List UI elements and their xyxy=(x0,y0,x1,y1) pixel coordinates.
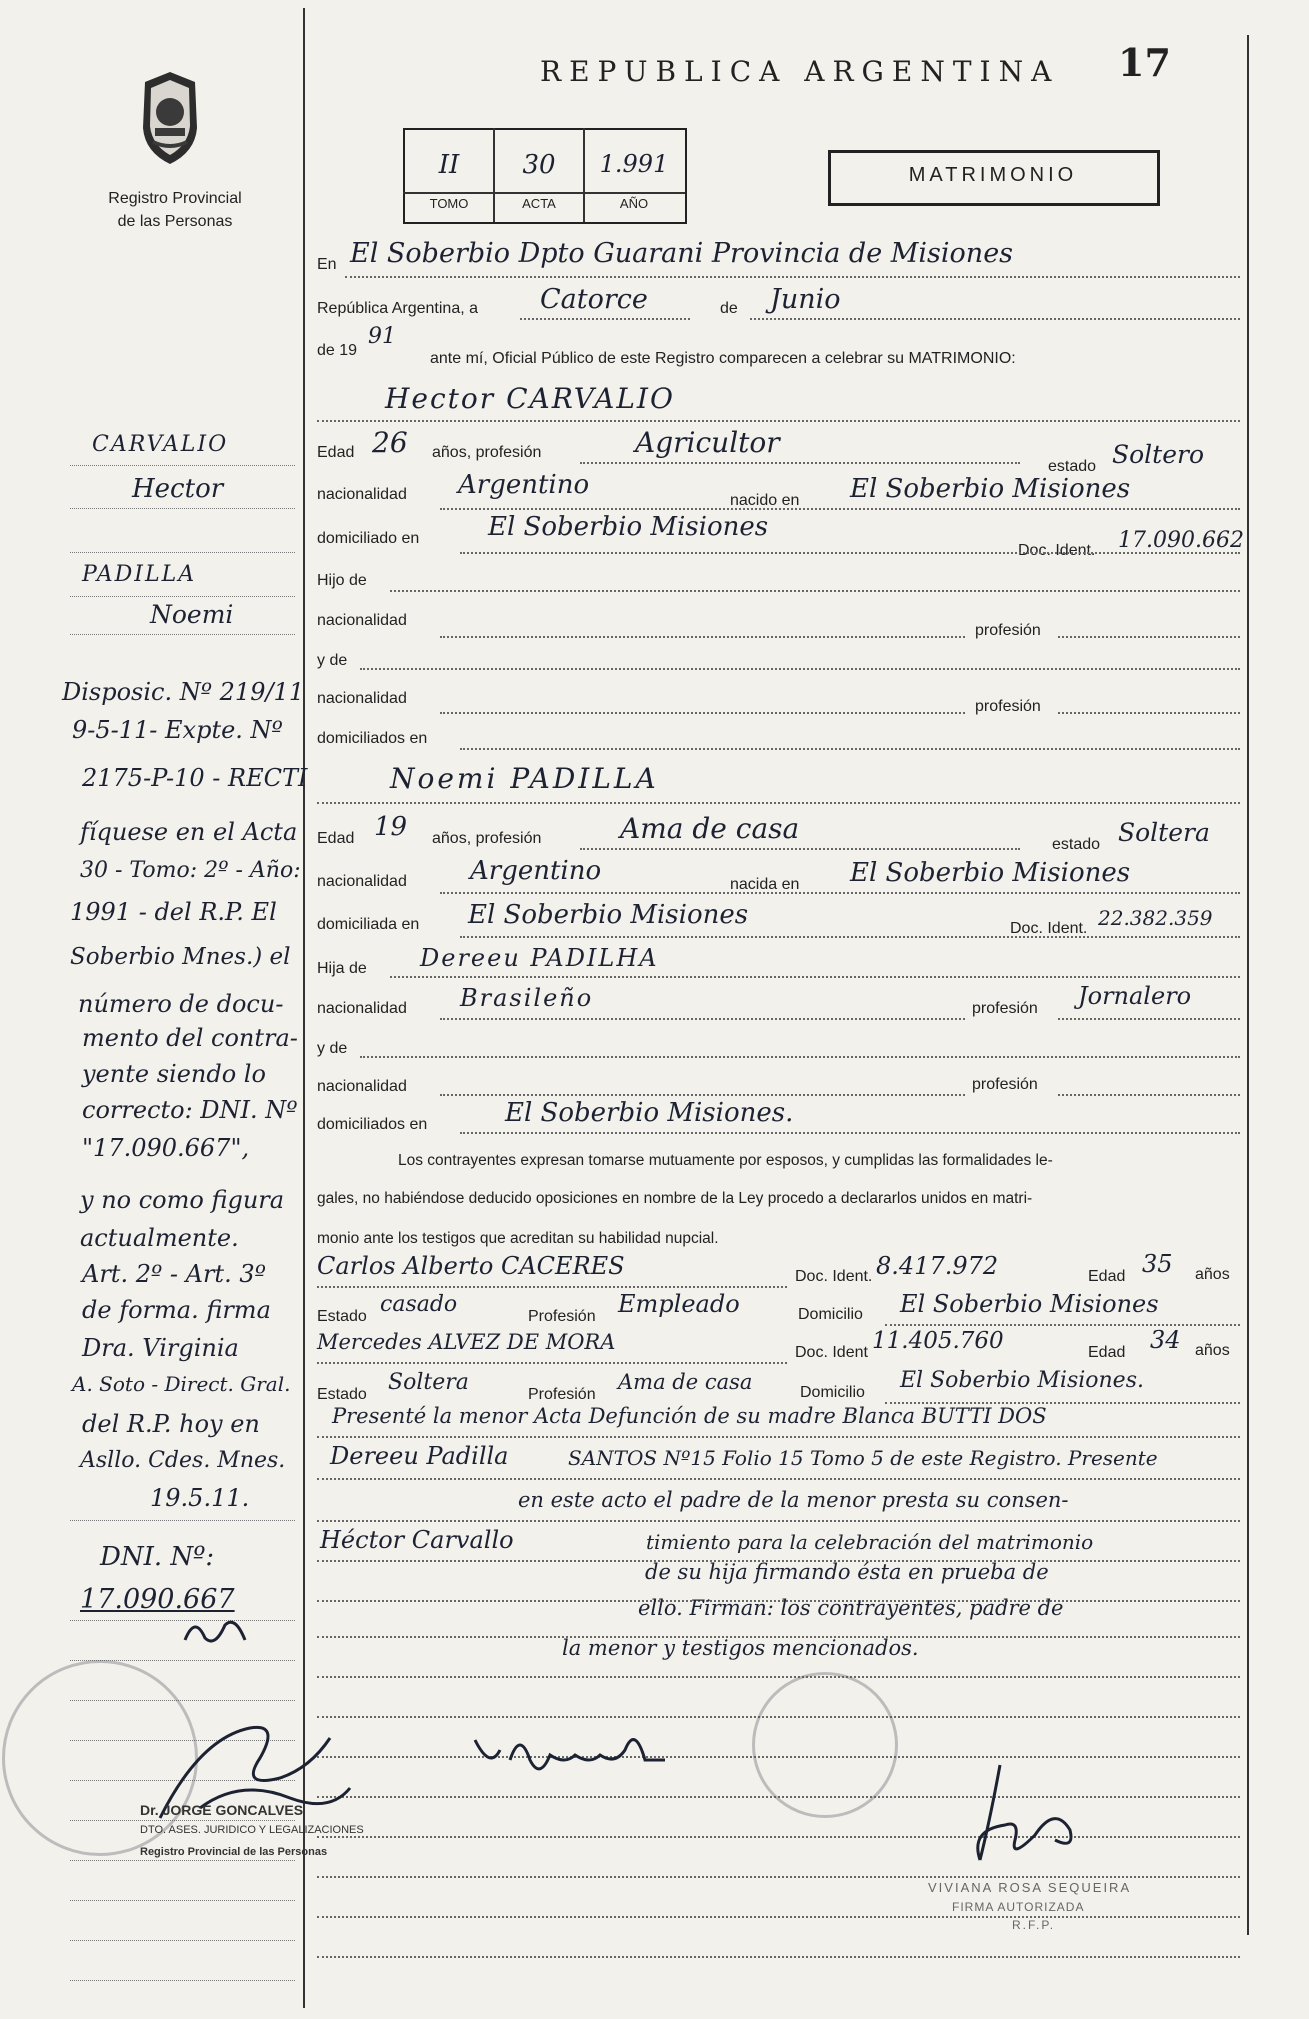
bride-estado: Soltera xyxy=(1118,818,1210,847)
note-signature-1: Dereeu Padilla xyxy=(330,1442,509,1470)
margin-annotation-12: "17.090.667", xyxy=(82,1134,250,1162)
bride-father-profession: Jornalero xyxy=(1078,982,1192,1010)
groom-age: 26 xyxy=(372,426,408,459)
margin-annotation-10: yente siendo lo xyxy=(82,1060,266,1088)
officer-stamp-line1: VIVIANA ROSA SEQUEIRA xyxy=(928,1880,1132,1895)
margin-annotation-1: Disposic. Nº 219/11 xyxy=(62,678,305,706)
margin-bride-surname: PADILLA xyxy=(82,562,197,587)
margin-annotation-15: Art. 2º - Art. 3º xyxy=(82,1260,266,1288)
note-signature-2: Héctor Carvallo xyxy=(320,1526,514,1554)
ceremony-day: Catorce xyxy=(540,284,648,315)
director-stamp-line2: DTO. ASES. JURIDICO Y LEGALIZACIONES xyxy=(140,1824,364,1836)
note-line-2: SANTOS Nº15 Folio 15 Tomo 5 de este Registro. Presente xyxy=(568,1446,1158,1470)
bride-age: 19 xyxy=(374,812,408,842)
margin-annotation-17: Dra. Virginia xyxy=(82,1334,239,1362)
note-line-1: Presenté la menor Acta Defunción de su madre Blanca BUTTI DOS xyxy=(332,1404,1047,1428)
note-line-3: en este acto el padre de la menor presta su consen- xyxy=(518,1488,1069,1512)
witness1-domicilio-label: Domicilio xyxy=(798,1306,863,1323)
acta-label: ACTA xyxy=(522,196,556,211)
note-line-6: ello. Firman: los contrayentes, padre de xyxy=(638,1596,1064,1620)
ano-label: AÑO xyxy=(619,196,649,211)
note-line-7: la menor y testigos mencionados. xyxy=(562,1636,919,1660)
groom-estado-label: estado xyxy=(1048,458,1097,475)
declaration-line3: monio ante los testigos que acreditan su habilidad nupcial. xyxy=(317,1230,719,1247)
witness1-profesion-label: Profesión xyxy=(528,1308,596,1325)
ano-value: 1.991 xyxy=(599,150,669,178)
witness2-domicilio-label: Domicilio xyxy=(800,1384,865,1401)
registry-round-stamp xyxy=(752,1672,898,1818)
groom-birthplace: El Soberbio Misiones xyxy=(850,474,1131,504)
margin-annotation-5: 30 - Tomo: 2º - Año: xyxy=(80,858,301,883)
bride-domicilio-label: domiciliada en xyxy=(317,916,420,933)
bride-hija-label: Hija de xyxy=(317,960,367,977)
country-title: REPUBLICA ARGENTINA xyxy=(540,55,1060,88)
ceremony-month: Junio xyxy=(770,284,841,315)
groom-estado: Soltero xyxy=(1112,440,1205,469)
witness2-estado-label: Estado xyxy=(317,1386,367,1403)
bride-nationality: Argentino xyxy=(470,856,602,886)
margin-annotation-19: del R.P. hoy en xyxy=(82,1410,260,1438)
witness2-edad-label: Edad xyxy=(1088,1344,1126,1361)
groom-nac1-label: nacionalidad xyxy=(317,612,407,629)
declaration-line2: gales, no habiéndose deducido oposiciones en nombre de la Ley procedo a declararlos unidos en matri- xyxy=(317,1190,1033,1207)
witness1-edad-label: Edad xyxy=(1088,1268,1126,1285)
margin-short-signature xyxy=(180,1610,250,1650)
groom-profesion-label: años, profesión xyxy=(432,444,542,461)
officer-signature xyxy=(470,1720,670,1780)
year-prefix: de 19 xyxy=(317,342,358,359)
groom-prof2-label: profesión xyxy=(975,698,1041,715)
groom-prof1-label: profesión xyxy=(975,622,1041,639)
margin-dni-value: 17.090.667 xyxy=(80,1584,235,1615)
groom-domicilio-label: domiciliado en xyxy=(317,530,420,547)
acta-value: 30 xyxy=(522,150,556,180)
bride-prof2-label: profesión xyxy=(972,1076,1038,1093)
provincial-seal-icon xyxy=(135,68,205,168)
margin-groom-given: Hector xyxy=(132,474,224,504)
margin-annotation-6: 1991 - del R.P. El xyxy=(70,898,277,926)
groom-yde-label: y de xyxy=(317,652,348,669)
note-line-4: timiento para la celebración del matrimonio xyxy=(646,1530,1094,1554)
de-label: de xyxy=(720,300,738,317)
groom-doc: 17.090.662 xyxy=(1118,528,1244,553)
act-type: MATRIMONIO xyxy=(908,164,1078,186)
bride-yde-label: y de xyxy=(317,1040,348,1057)
groom-name: Hector CARVALIO xyxy=(385,382,675,415)
bride-father-name: Dereeu PADILHA xyxy=(420,944,659,972)
bride-prof1-label: profesión xyxy=(972,1000,1038,1017)
bride-parents-domicile: El Soberbio Misiones. xyxy=(505,1098,794,1128)
margin-annotation-7: Soberbio Mnes.) el xyxy=(70,944,291,970)
witness1-estado: casado xyxy=(380,1292,458,1317)
groom-profession: Agricultor xyxy=(635,426,780,459)
witness2-age: 34 xyxy=(1150,1326,1181,1354)
groom-nacionalidad-label: nacionalidad xyxy=(317,486,407,503)
margin-annotation-11: correcto: DNI. Nº xyxy=(82,1096,298,1124)
en-label: En xyxy=(317,256,337,273)
bride-nacionalidad-label: nacionalidad xyxy=(317,873,407,890)
officer-stamp-line2: FIRMA AUTORIZADA xyxy=(952,1900,1085,1914)
witness2-profesion-label: Profesión xyxy=(528,1386,596,1403)
groom-domiciliados-label: domiciliados en xyxy=(317,730,428,747)
ceremony-place: El Soberbio Dpto Guarani Provincia de Misiones xyxy=(350,238,1014,269)
witness1-doc-label: Doc. Ident. xyxy=(795,1268,873,1285)
witness1-age: 35 xyxy=(1142,1250,1173,1278)
bride-domicile: El Soberbio Misiones xyxy=(468,900,749,930)
declaration-line1: Los contrayentes expresan tomarse mutuamente por esposos, y cumplidas las formalidades le- xyxy=(398,1152,1053,1169)
tomo-label: TOMO xyxy=(429,196,469,211)
margin-dni-label: DNI. Nº: xyxy=(100,1542,215,1572)
ceremony-statement: ante mí, Oficial Público de este Registro comparecen a celebrar su MATRIMONIO: xyxy=(430,350,1016,367)
margin-bride-given: Noemi xyxy=(150,600,234,629)
page-number: 17 xyxy=(1118,40,1171,85)
groom-hijo-label: Hijo de xyxy=(317,572,367,589)
witness1-domicile: El Soberbio Misiones xyxy=(900,1290,1159,1318)
margin-groom-surname: CARVALIO xyxy=(92,432,229,457)
bride-nac2-label: nacionalidad xyxy=(317,1078,407,1095)
margin-annotation-8: número de docu- xyxy=(78,990,284,1018)
ceremony-year: 91 xyxy=(368,324,396,349)
witness1-profession: Empleado xyxy=(618,1290,740,1318)
witness2-anos-label: años xyxy=(1195,1342,1230,1359)
tomo-value: II xyxy=(438,150,460,180)
bride-doc-label: Doc. Ident. xyxy=(1010,920,1088,937)
bride-nacida-label: nacida en xyxy=(730,876,800,893)
margin-annotation-14: actualmente. xyxy=(80,1224,239,1252)
bride-profession: Ama de casa xyxy=(620,812,800,845)
groom-nationality: Argentino xyxy=(458,470,590,500)
margin-annotation-3: 2175-P-10 - RECTI xyxy=(82,764,308,792)
note-line-5: de su hija firmando ésta en prueba de xyxy=(645,1560,1049,1584)
witness1-anos-label: años xyxy=(1195,1266,1230,1283)
margin-annotation-20: Asllo. Cdes. Mnes. xyxy=(80,1448,286,1473)
witness2-domicile: El Soberbio Misiones. xyxy=(900,1368,1144,1393)
authorized-signature xyxy=(960,1760,1100,1870)
bride-name: Noemi PADILLA xyxy=(390,762,659,795)
margin-annotation-2: 9-5-11- Expte. Nº xyxy=(72,716,283,744)
margin-annotation-13: y no como figura xyxy=(80,1186,285,1214)
director-stamp-line1: Dr. JORGE GONCALVES xyxy=(140,1802,304,1818)
witness1-estado-label: Estado xyxy=(317,1308,367,1325)
witness2-estado: Soltera xyxy=(388,1370,469,1395)
bride-nac1-label: nacionalidad xyxy=(317,1000,407,1017)
registry-name-line1: Registro Provincial xyxy=(108,190,242,207)
groom-domicile: El Soberbio Misiones xyxy=(488,512,769,542)
witness2-doc: 11.405.760 xyxy=(872,1328,1004,1354)
witness1-name: Carlos Alberto CACERES xyxy=(317,1252,625,1280)
bride-domiciliados-label: domiciliados en xyxy=(317,1116,428,1133)
groom-nac2-label: nacionalidad xyxy=(317,690,407,707)
bride-father-nationality: Brasileño xyxy=(460,984,594,1012)
republica-label: República Argentina, a xyxy=(317,300,478,317)
director-stamp-line3: Registro Provincial de las Personas xyxy=(140,1846,328,1858)
groom-nacido-label: nacido en xyxy=(730,492,800,509)
margin-annotation-4: fíquese en el Acta xyxy=(80,818,298,846)
margin-annotation-18: A. Soto - Direct. Gral. xyxy=(72,1372,291,1396)
groom-edad-label: Edad xyxy=(317,444,355,461)
witness2-profession: Ama de casa xyxy=(618,1370,753,1394)
registry-name-line2: de las Personas xyxy=(117,213,233,230)
margin-annotation-9: mento del contra- xyxy=(82,1024,298,1052)
bride-estado-label: estado xyxy=(1052,836,1101,853)
bride-profesion-label: años, profesión xyxy=(432,830,542,847)
margin-annotation-16: de forma. firma xyxy=(82,1296,271,1324)
witness2-name: Mercedes ALVEZ DE MORA xyxy=(317,1330,616,1354)
witness2-doc-label: Doc. Ident xyxy=(795,1344,868,1361)
bride-birthplace: El Soberbio Misiones xyxy=(850,858,1131,888)
margin-divider xyxy=(303,8,305,2008)
witness1-doc: 8.417.972 xyxy=(876,1252,999,1280)
margin-annotation-21: 19.5.11. xyxy=(150,1484,250,1512)
right-border xyxy=(1247,35,1249,1935)
groom-doc-label: Doc. Ident. xyxy=(1018,542,1096,559)
bride-edad-label: Edad xyxy=(317,830,355,847)
officer-stamp-line3: R.F.P. xyxy=(1012,1918,1056,1932)
bride-doc: 22.382.359 xyxy=(1098,906,1213,930)
